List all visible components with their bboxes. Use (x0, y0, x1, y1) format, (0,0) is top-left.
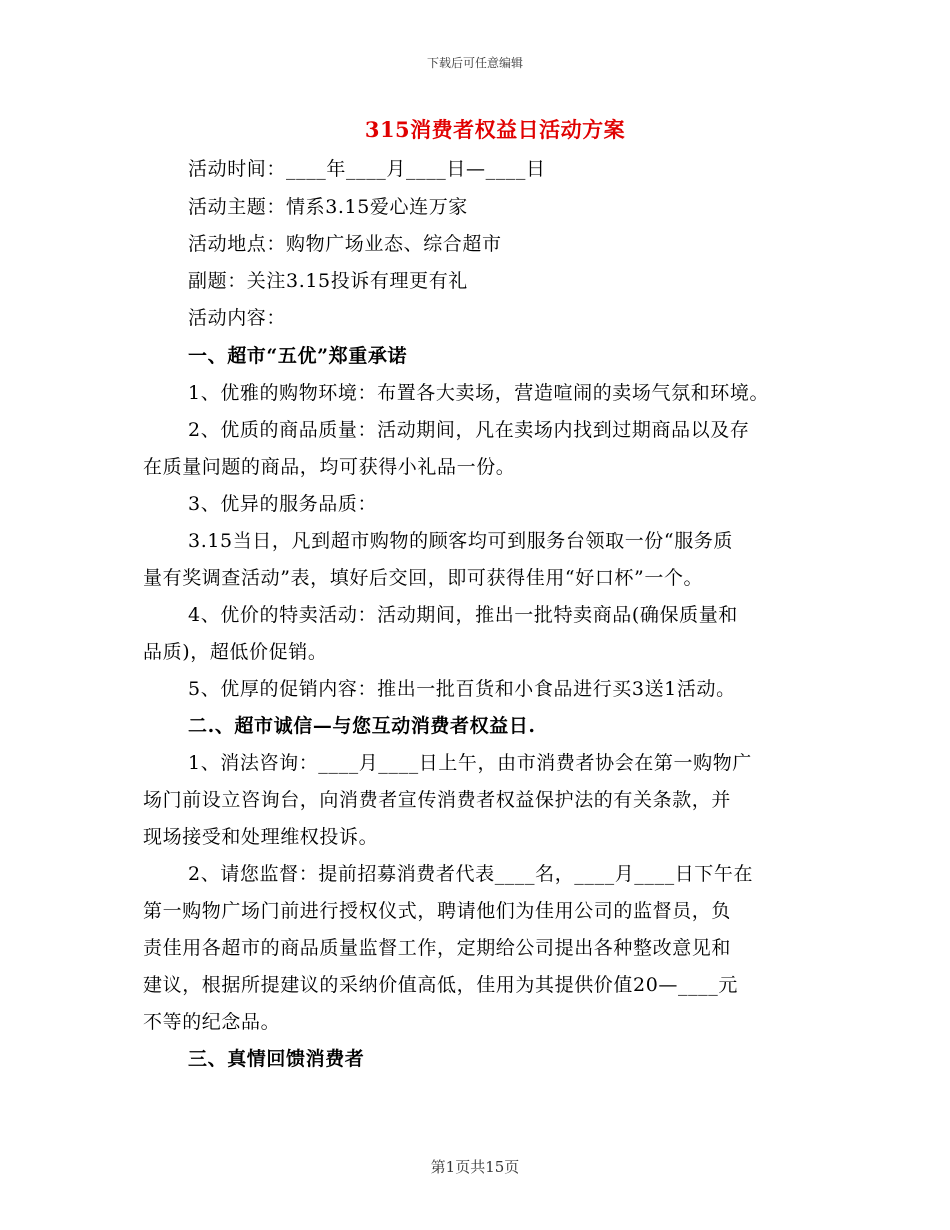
paragraph-line: 4、优价的特卖活动：活动期间，推出一批特卖商品(确保质量和 (188, 604, 738, 626)
activity-location-line: 活动地点：购物广场业态、综合超市 (188, 233, 502, 255)
paragraph-line: 1、优雅的购物环境：布置各大卖场，营造喧闹的卖场气氛和环境。 (188, 382, 770, 404)
paragraph-line: 不等的纪念品。 (143, 1011, 281, 1033)
section-heading-1: 一、超市“五优”郑重承诺 (188, 345, 408, 367)
activity-content-line: 活动内容： (188, 307, 287, 329)
paragraph-line: 2、优质的商品质量：活动期间，凡在卖场内找到过期商品以及存 (188, 419, 750, 441)
section-heading-2: 二.、超市诚信—与您互动消费者权益日. (188, 715, 536, 737)
paragraph-line: 在质量问题的商品，均可获得小礼品一份。 (143, 456, 516, 478)
paragraph-line: 1、消法咨询：____月____日上午，由市消费者协会在第一购物广 (188, 752, 752, 774)
paragraph-line: 品质)，超低价促销。 (143, 641, 328, 663)
paragraph-line: 2、请您监督：提前招募消费者代表____名，____月____日下午在 (188, 863, 754, 885)
paragraph-line: 现场接受和处理维权投诉。 (143, 826, 379, 848)
subtitle-line: 副题：关注3.15投诉有理更有礼 (188, 270, 468, 292)
activity-theme-line: 活动主题：情系3.15爱心连万家 (188, 196, 468, 218)
paragraph-line: 3、优异的服务品质： (188, 493, 378, 515)
paragraph-line: 责佳用各超市的商品质量监督工作，定期给公司提出各种整改意见和 (143, 937, 732, 959)
document-title: 315消费者权益日活动方案 (364, 117, 626, 142)
paragraph-line: 5、优厚的促销内容：推出一批百货和小食品进行买3送1活动。 (188, 678, 736, 700)
paragraph-line: 3.15当日，凡到超市购物的顾客均可到服务台领取一份“服务质 (188, 530, 734, 552)
activity-time-line: 活动时间：____年____月____日—____日 (188, 158, 546, 180)
paragraph-line: 第一购物广场门前进行授权仪式，聘请他们为佳用公司的监督员，负 (143, 900, 732, 922)
paragraph-line: 量有奖调查活动”表，填好后交回，即可获得佳用“好口杯”一个。 (143, 567, 704, 589)
header-note: 下载后可任意编辑 (426, 56, 523, 70)
paragraph-line: 建议，根据所提建议的采纳价值高低，佳用为其提供价值20—____元 (143, 974, 738, 996)
paragraph-line: 场门前设立咨询台，向消费者宣传消费者权益保护法的有关条款，并 (143, 789, 732, 811)
page-number-footer: 第1页共15页 (430, 1158, 520, 1176)
section-heading-3: 三、真情回馈消费者 (188, 1048, 365, 1070)
